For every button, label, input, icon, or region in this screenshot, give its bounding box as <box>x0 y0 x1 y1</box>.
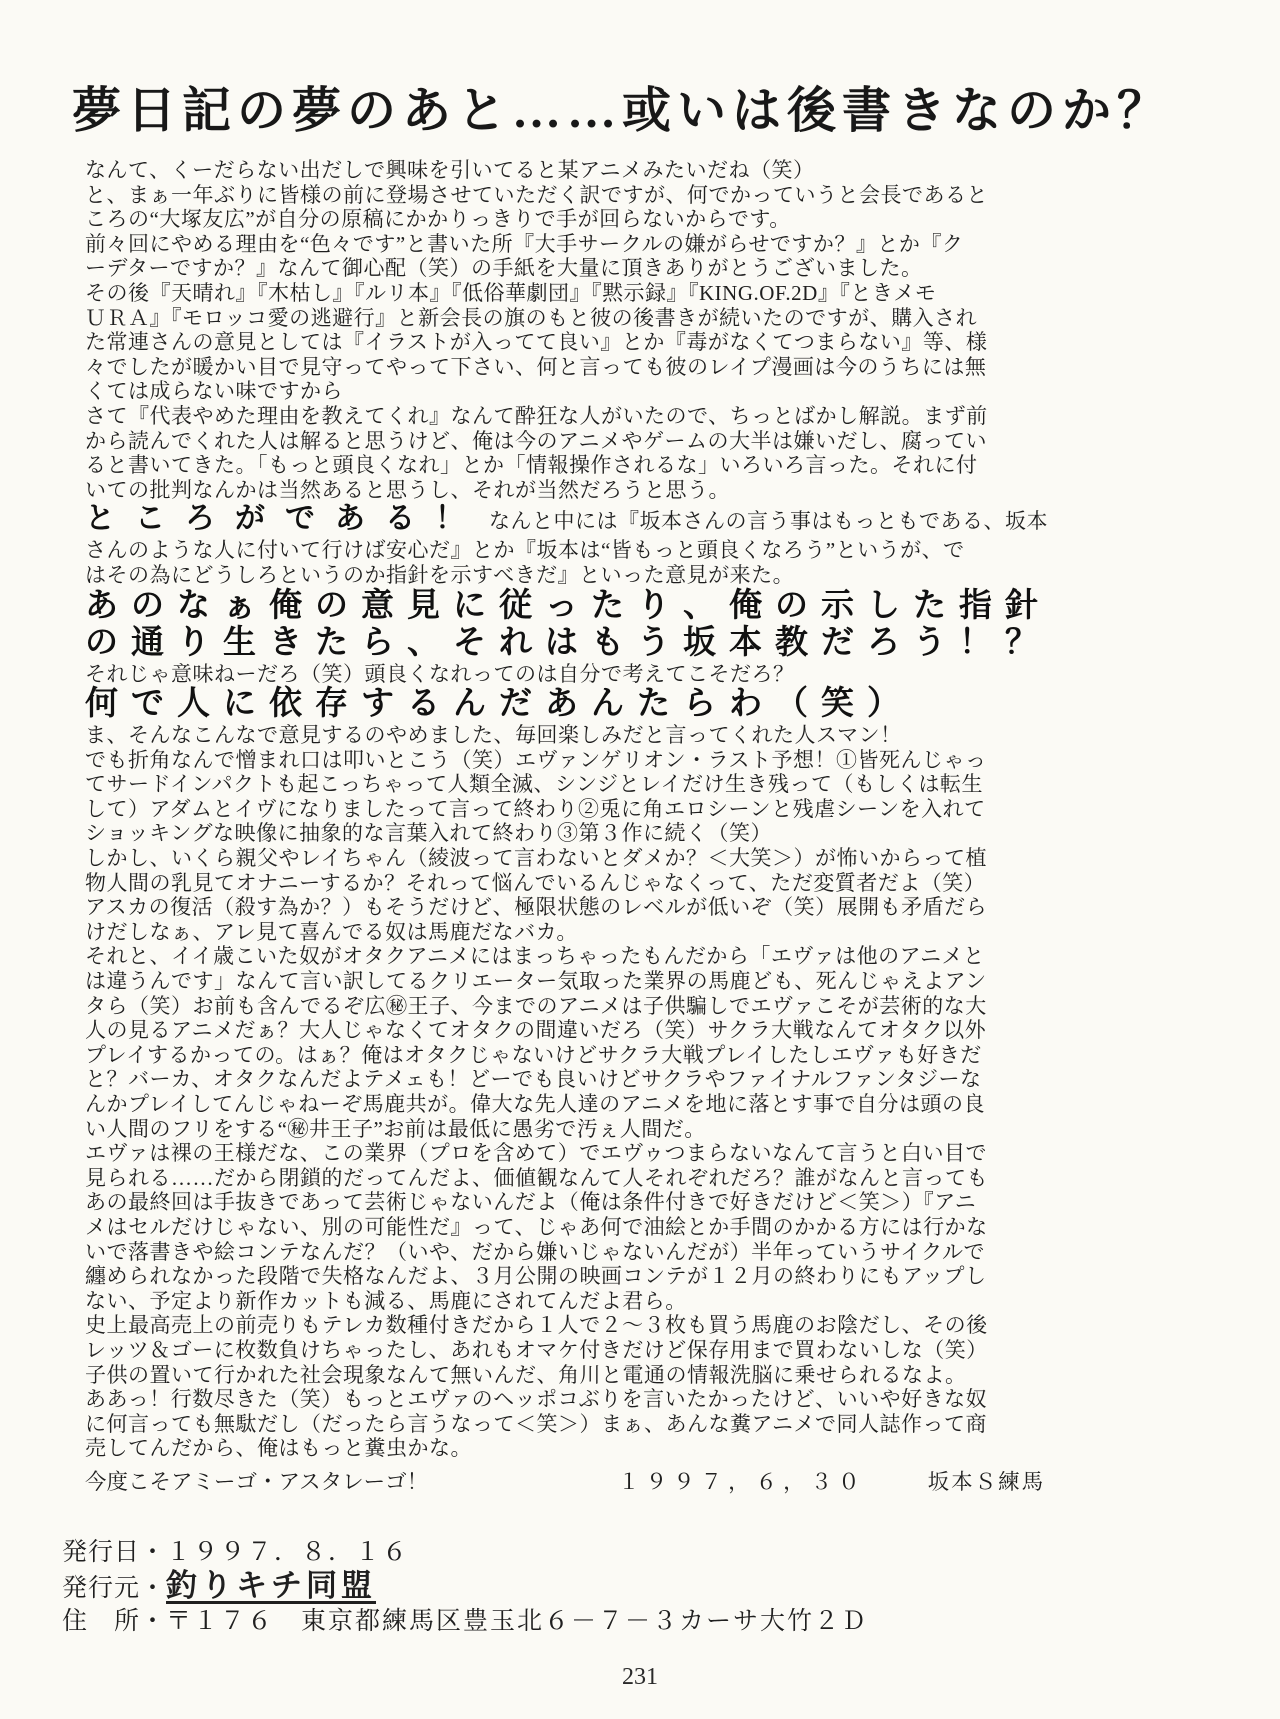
text-line <box>85 1313 1215 1338</box>
text-line <box>85 686 1215 723</box>
page-title: 夢日記の夢のあと……或いは後書きなのか？ <box>71 83 1172 138</box>
line-text: あのなぁ俺の意見に従ったり、俺の示した指針 <box>85 587 1051 624</box>
line-text: ない、予定より新作カットも減る、馬鹿にされてんだよ君ら。 <box>85 1288 687 1313</box>
line-text: さんのような人に付いて行けば安心だ』とか『坂本は“皆もっと頭良くなろう”というが、で <box>85 538 965 563</box>
text-line <box>85 256 1215 281</box>
text-line <box>85 1264 1215 1289</box>
text-line <box>85 662 1215 687</box>
line-text: けだしなぁ、アレ見て喜んでる奴は馬鹿だなバカ。 <box>85 919 578 944</box>
text-line <box>85 1363 1215 1388</box>
text-line <box>85 821 1215 846</box>
text-line <box>85 944 1215 969</box>
text-line <box>85 478 1215 503</box>
line-text: てサードインパクトも起こっちゃって人類全滅、シンジとレイだけ生き残って（もしくは転生 <box>85 772 983 797</box>
line-text: 見られる……だから閉鎖的だってんだよ、価値観なんて人それぞれだろ？誰がなんと言っても <box>85 1165 988 1190</box>
text-line <box>85 232 1215 257</box>
colophon-row <box>62 1605 1280 1638</box>
line-text: いで落書きや絵コンテなんだ？（いや、だから嫌いじゃないんだが）半年っていうサイクルで <box>85 1239 986 1264</box>
line-text: あの最終回は手抜きであって芸術じゃないんだよ（俺は条件付きで好きだけど＜笑＞）『アニ <box>85 1190 977 1215</box>
colophon-value: １９９７．８．１６ <box>166 1538 410 1566</box>
colophon-row <box>62 1569 1280 1605</box>
signoff-line <box>0 1465 1280 1496</box>
text-line <box>85 920 1215 945</box>
line-text: して）アダムとイヴになりましたって言って終わり②兎に角エロシーンと残虐シーンを入れて <box>85 796 986 821</box>
line-text: い人間のフリをする“㊙井王子”お前は最低に愚劣で汚ぇ人間だ。 <box>85 1116 706 1141</box>
line-text: 纏められなかった段階で失格なんだよ、３月公開の映画コンテが１２月の終わりにもアップし <box>85 1264 987 1289</box>
line-text: エヴァは裸の王様だな、この業界（プロを含めて）でエヴゥつまらないなんて言うと白い目で <box>85 1141 987 1166</box>
line-text: 々でしたが暖かい目で見守ってやって下さい、何と言っても彼のレイプ漫画は今のうちには無 <box>85 354 987 379</box>
line-text: ああっ！行数尽きた（笑）もっとエヴァのヘッポコぶりを言いたかったけど、いいや好きな奴 <box>85 1387 988 1412</box>
signoff-text: 今度こそアミーゴ・アスタレーゴ！ <box>85 1469 429 1494</box>
text-line <box>85 994 1215 1019</box>
line-text: 何で人に依存するんだあんたらわ（笑） <box>85 686 913 723</box>
text-line <box>85 1412 1215 1437</box>
text-line <box>85 1141 1215 1166</box>
text-line <box>85 1436 1215 1461</box>
line-text: それと、イイ歳こいた奴がオタクアニメにはまっちゃったもんだから「エヴァは他のアニメと <box>85 944 985 969</box>
text-line <box>85 1240 1215 1265</box>
colophon <box>0 1536 1280 1638</box>
line-text: ると書いてきた。「もっと頭良くなれ」とか「情報操作されるな」いろいろ言った。それに付 <box>85 453 978 478</box>
line-text: と、まぁ一年ぶりに皆様の前に登場させていただく訳ですが、何でかっていうと会長であると <box>85 182 988 207</box>
line-text: 史上最高売上の前売りもテレカ数種付きだから１人で２～３枚も買う馬鹿のお陰だし、その後 <box>85 1313 988 1338</box>
text-line <box>85 563 1215 588</box>
line-text: 物人間の乳見てオナニーするか？それって悩んでいるんじゃなくって、ただ変質者だよ（笑） <box>85 870 986 895</box>
text-line <box>85 1190 1215 1215</box>
text-line <box>85 379 1215 404</box>
line-text: なんと中には『坂本さんの言う事はもっともである、坂本 <box>489 509 1048 534</box>
signoff-date: １９９７，６，３０ <box>618 1469 866 1494</box>
text-line <box>85 625 1215 662</box>
text-line <box>85 1338 1215 1363</box>
text-line <box>85 207 1215 232</box>
colophon-label: 発行日・ <box>62 1538 167 1566</box>
text-line <box>85 748 1215 773</box>
line-text: 子供の置いて行かれた社会現象なんて無いんだ、角川と電通の情報洗脳に乗せられるなよ。 <box>85 1362 967 1387</box>
line-text: に何言っても無駄だし（だったら言うなって＜笑＞）まぁ、あんな糞アニメで同人誌作って商 <box>85 1411 987 1436</box>
text-line <box>85 723 1215 748</box>
text-line <box>85 588 1215 625</box>
text-line <box>85 1215 1215 1240</box>
text-line <box>85 1018 1215 1043</box>
line-text: タら（笑）お前も含んでるぞ広㊙王子、今までのアニメは子供騙しでエヴァこそが芸術的な大 <box>85 993 987 1018</box>
line-text: くては成らない味ですから <box>85 379 343 404</box>
text-line <box>85 1387 1215 1412</box>
colophon-label: 住 所・ <box>62 1607 167 1635</box>
line-text: ショッキングな映像に抽象的な言葉入れて終わり③第３作に続く（笑） <box>85 821 772 846</box>
line-text: 人の見るアニメだぁ？大人じゃなくてオタクの間違いだろ（笑）サクラ大戦なんてオタク以外 <box>85 1018 987 1043</box>
text-line <box>85 846 1215 871</box>
line-text: から読んでくれた人は解ると思うけど、俺は今のアニメやゲームの大半は嫌いだし、腐ってい <box>85 428 987 453</box>
line-text: の通り生きたら、それはもう坂本教だろう！？ <box>85 624 1051 661</box>
line-text: と？バーカ、オタクなんだよテメェも！どーでも良いけどサクラやファイナルファンタジーな <box>85 1067 982 1092</box>
line-text: ま、そんなこんなで意見するのやめました、毎回楽しみだと言ってくれた人スマン！ <box>85 723 902 748</box>
line-text: アスカの復活（殺す為か？）もそうだけど、極限状態のレベルが低いぞ（笑）展開も矛盾だら <box>85 895 988 920</box>
text-line <box>85 1067 1215 1092</box>
line-text: ころの“大塚友広”が自分の原稿にかかりっきりで手が回らないからです。 <box>85 207 791 232</box>
text-line <box>85 772 1215 797</box>
line-text: その後『天晴れ』『木枯し』『ルリ本』『低俗華劇団』『黙示録』『KING.OF.2D』『ときメモ <box>85 280 937 305</box>
line-text: ＵＲＡ』『モロッコ愛の逃避行』と新会長の旗のもと彼の後書きが続いたのですが、購入され <box>85 305 978 330</box>
colophon-value: 〒１７６ 東京都練馬区豊玉北６－７－３カーサ大竹２Ｄ <box>166 1607 869 1635</box>
afterword-text <box>0 158 1215 1461</box>
line-text: いての批判なんかは当然あると思うし、それが当然だろうと思う。 <box>85 477 730 502</box>
signoff-author: 坂本Ｓ練馬 <box>927 1469 1046 1494</box>
text-line <box>85 330 1215 355</box>
colophon-value: 釣りキチ同盟 <box>166 1567 377 1603</box>
text-line <box>85 158 1215 183</box>
page-number: 231 <box>622 1664 658 1690</box>
line-text: 前々回にやめる理由を“色々です”と書いた所『大手サークルの嫌がらせですか？』とか『ク <box>85 231 964 256</box>
text-line <box>85 871 1215 896</box>
line-text: た常連さんの意見としては『イラストが入ってて良い』とか『毒がなくてつまらない』等、様 <box>85 330 988 355</box>
line-text: はその為にどうしろというのか指針を示すべきだ』といった意見が来た。 <box>85 562 795 587</box>
text-line <box>85 1092 1215 1117</box>
text-line <box>85 281 1215 306</box>
line-text: さて『代表やめた理由を教えてくれ』なんて酔狂な人がいたので、ちっとばかし解説。まず前 <box>85 403 988 428</box>
text-line <box>85 797 1215 822</box>
line-text: は違うんです」なんて言い訳してるクリエーター気取った業界の馬鹿ども、死んじゃえよアン <box>85 969 987 994</box>
text-line <box>85 502 1215 538</box>
line-text: んかプレイしてんじゃねーぞ馬鹿共が。偉大な先人達のアニメを地に落とす事で自分は頭の良 <box>85 1092 986 1116</box>
line-text: 売してんだから、俺はもっと糞虫かな。 <box>85 1436 472 1461</box>
text-line <box>85 183 1215 208</box>
line-text: しかし、いくら親父やレイちゃん（綾波って言わないとダメか？＜大笑＞）が怖いからって植 <box>85 846 987 871</box>
line-text: ーデターですか？』なんて御心配（笑）の手紙を大量に頂きありがとうございました。 <box>85 256 923 281</box>
text-line <box>85 355 1215 380</box>
text-line <box>85 306 1215 331</box>
bold-lead-text: ところがである！ <box>85 502 485 536</box>
line-text: でも折角なんで憎まれ口は叩いとこう（笑）エヴァンゲリオン・ラスト予想！①皆死んじゃっ <box>85 747 987 772</box>
colophon-row <box>62 1536 1280 1569</box>
line-text: メはセルだけじゃない、別の可能性だ』って、じゃあ何で油絵とか手間のかかる方には行かな <box>85 1214 988 1239</box>
text-line <box>85 1289 1215 1314</box>
text-line <box>85 404 1215 429</box>
colophon-label: 発行元・ <box>62 1574 167 1602</box>
text-line <box>85 1117 1215 1142</box>
text-line <box>85 429 1215 454</box>
text-line <box>85 969 1215 994</box>
text-line <box>85 1043 1215 1068</box>
text-line <box>85 538 1215 563</box>
line-text: それじゃ意味ねーだろ（笑）頭良くなれってのは自分で考えてこそだろ？ <box>85 661 795 686</box>
text-line <box>85 895 1215 920</box>
text-line <box>85 1166 1215 1191</box>
line-text: なんて、くーだらない出だしで興味を引いてると某アニメみたいだね（笑） <box>85 158 815 182</box>
text-line <box>85 453 1215 478</box>
line-text: レッツ＆ゴーに枚数負けちゃったし、あれもオマケ付きだけど保存用まで買わないしな（笑） <box>85 1337 988 1362</box>
line-text: プレイするかっての。はぁ？俺はオタクじゃないけどサクラ大戦プレイしたしエヴァも好きだ <box>85 1042 982 1067</box>
